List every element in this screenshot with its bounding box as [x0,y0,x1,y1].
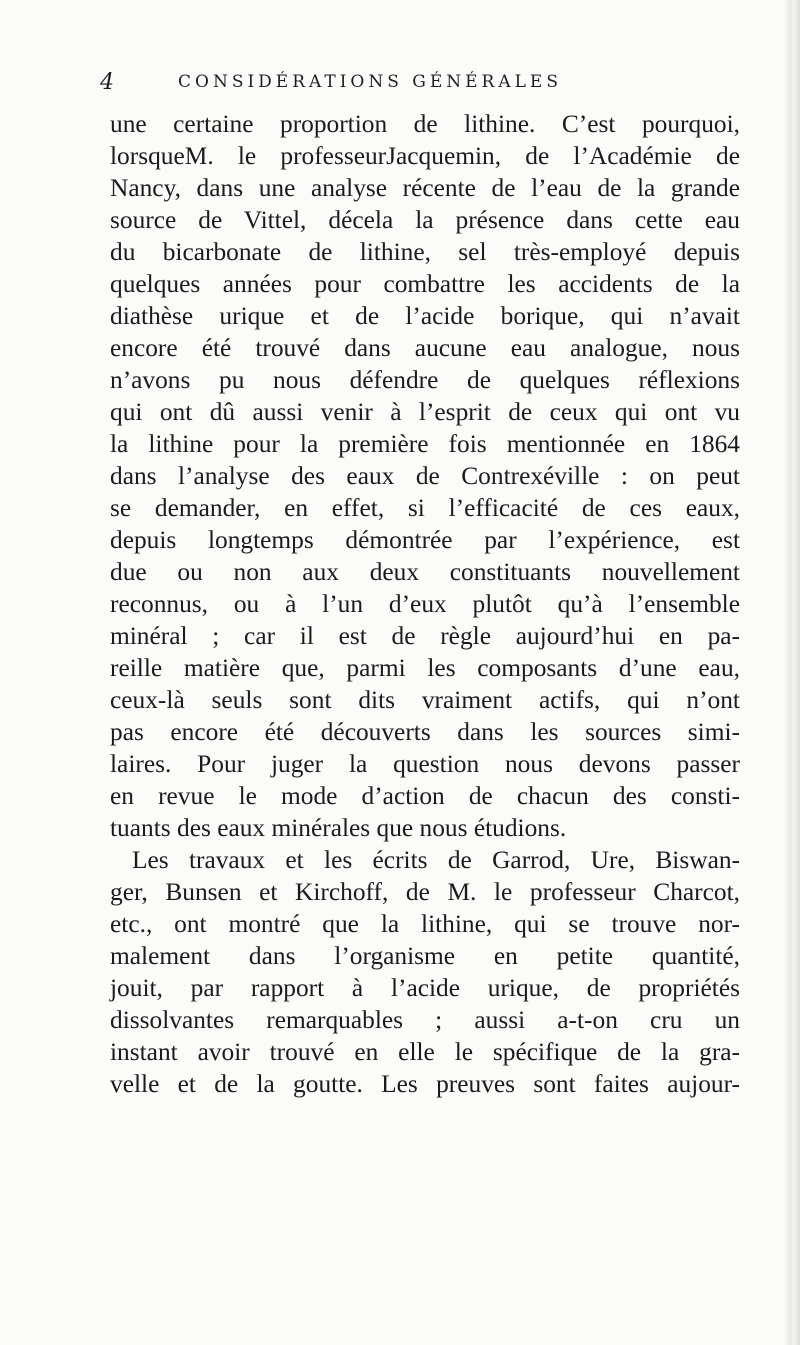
text-line: reille matière que, parmi les composants d’une eau, [110,654,740,682]
text-line: ger, Bunsen et Kirchoff, de M. le professeur Charcot, [110,878,740,906]
text-line: se demander, en effet, si l’efficacité de ces eaux, [110,494,740,522]
page-number: 4 [100,70,114,95]
text-line: malement dans l’organisme en petite quantité, [110,942,740,970]
text-line: Nancy, dans une analyse récente de l’eau de la grande [110,174,740,202]
text-line: du bicarbonate de lithine, sel très-employé depuis [110,238,740,266]
text-line: encore été trouvé dans aucune eau analogue, nous [110,334,740,362]
text-line: diathèse urique et de l’acide borique, qui n’avait [110,302,740,330]
text-line: lorsqueM. le professeurJacquemin, de l’Académie de [110,142,740,170]
text-line: laires. Pour juger la question nous devons passer [110,750,740,778]
text-line: qui ont dû aussi venir à l’esprit de ceux qui ont vu [110,398,740,426]
text-line: pas encore été découverts dans les sources simi- [110,718,740,746]
page-header [100,70,740,98]
text-line: tuants des eaux minérales que nous étudions. [110,814,567,842]
text-line: velle et de la goutte. Les preuves sont faites aujour- [110,1070,740,1098]
running-head: CONSIDÉRATIONS GÉNÉRALES [178,72,562,92]
text-line: depuis longtemps démontrée par l’expérience, est [110,526,740,554]
text-line: due ou non aux deux constituants nouvellement [110,558,740,586]
text-line: jouit, par rapport à l’acide urique, de propriétés [110,974,740,1002]
text-line: la lithine pour la première fois mentionnée en 1864 [110,430,740,458]
body-text [110,108,740,1100]
page-edge-shadow [784,0,800,1345]
text-line: Les travaux et les écrits de Garrod, Ure, Biswan- [132,846,740,874]
text-line: une certaine proportion de lithine. C’est pourquoi, [110,110,740,138]
text-line: en revue le mode d’action de chacun des consti- [110,782,740,810]
text-line: minéral ; car il est de règle aujourd’hui en pa- [110,622,740,650]
text-line: instant avoir trouvé en elle le spécifique de la gra- [110,1038,740,1066]
text-line: reconnus, ou à l’un d’eux plutôt qu’à l’ensemble [110,590,740,618]
text-line: quelques années pour combattre les accidents de la [110,270,740,298]
text-line: dans l’analyse des eaux de Contrexéville : on peut [110,462,740,490]
text-line: ceux-là seuls sont dits vraiment actifs, qui n’ont [110,686,740,714]
text-line: source de Vittel, décela la présence dans cette eau [110,206,740,234]
text-line: dissolvantes remarquables ; aussi a-t-on cru un [110,1006,740,1034]
text-line: etc., ont montré que la lithine, qui se trouve nor- [110,910,740,938]
text-line: n’avons pu nous défendre de quelques réflexions [110,366,740,394]
